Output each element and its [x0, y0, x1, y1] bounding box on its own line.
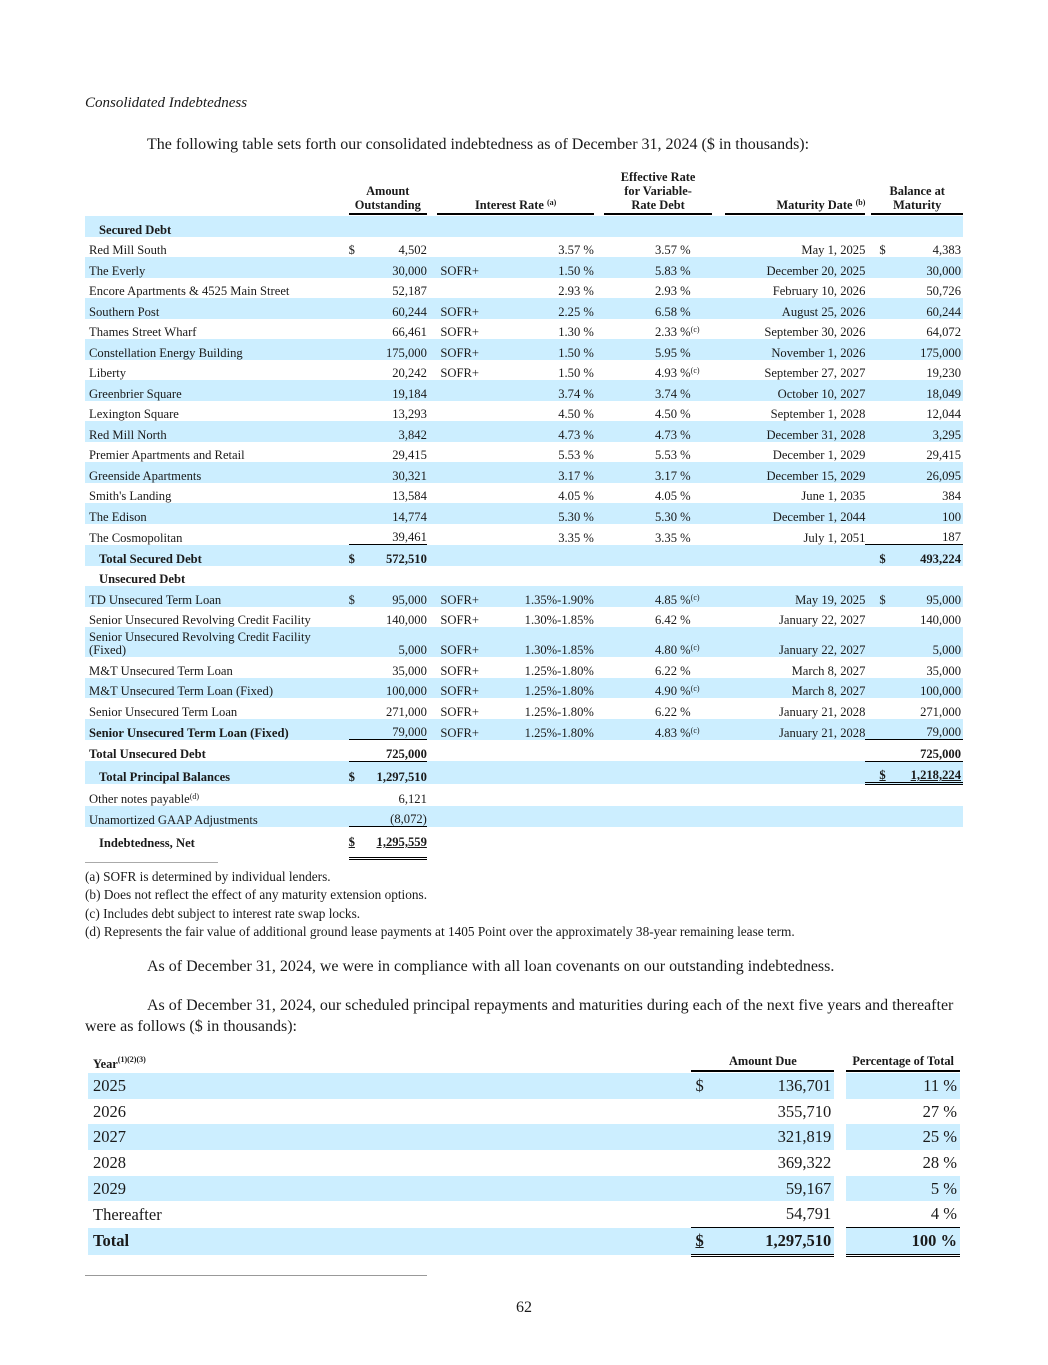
row-effective-rate: 3.17 %	[604, 462, 690, 483]
maturity-amount: 355,710	[777, 1101, 832, 1121]
row-amount: 4,502	[398, 243, 427, 257]
row-balance: 175,000	[902, 339, 963, 360]
row-maturity-date: October 10, 2027	[725, 380, 866, 401]
row-effective-rate: 4.05 %	[654, 489, 691, 503]
section-unsecured-debt: Unsecured Debt	[99, 572, 186, 586]
row-balance: 100	[902, 503, 963, 524]
row-maturity-date: January 21, 2028	[725, 719, 866, 740]
row-footnote-ref: (c)	[690, 366, 700, 375]
maturity-row	[88, 1201, 960, 1227]
maturity-dollar	[691, 1176, 725, 1202]
maturity-year: 2029	[88, 1176, 691, 1202]
row-name: Senior Unsecured Term Loan (Fixed)	[85, 719, 349, 740]
row-dollar	[349, 657, 368, 678]
footnote-c: (c) Includes debt subject to interest rate swap locks.	[85, 905, 361, 921]
maturity-dollar	[691, 1099, 725, 1125]
row-name: M&T Unsecured Term Loan	[89, 663, 233, 678]
table-row	[85, 524, 963, 545]
row-balance-dollar	[865, 678, 902, 699]
other-notes-row: Other notes payable$^{(d)}$ 6,121	[89, 791, 427, 806]
row-sofr: SOFR+	[440, 366, 479, 380]
row-footnote-ref: (c)	[690, 725, 700, 735]
schedule-paragraph: As of December 31, 2024, our scheduled principal repayments and maturities during each of the next five years and thereafter were as follows ($ in thousands):	[85, 997, 954, 1035]
table-row	[85, 442, 963, 463]
row-amount: 52,187	[392, 284, 427, 298]
row-balance: 30,000	[902, 257, 963, 278]
row-sofr: SOFR+	[437, 719, 493, 740]
table-row	[85, 360, 963, 381]
row-name: Red Mill South	[89, 243, 167, 257]
table-row	[85, 503, 963, 524]
row-amount: 60,244	[368, 298, 427, 319]
maturity-row	[88, 1073, 960, 1099]
row-effective-rate: 4.80 %	[604, 627, 690, 657]
row-balance: 12,044	[926, 407, 961, 421]
row-interest-rate: 2.93 %	[558, 284, 594, 298]
maturity-dollar: $	[691, 1073, 725, 1099]
row-sofr	[437, 442, 493, 463]
row-amount: 5,000	[368, 627, 427, 657]
row-effective-rate: 5.53 %	[654, 448, 691, 462]
row-amount: 175,000	[368, 339, 427, 360]
table-row	[85, 462, 963, 483]
row-name: Southern Post	[85, 298, 349, 319]
row-amount: 3,842	[368, 421, 427, 442]
row-name: Smith's Landing	[89, 489, 172, 503]
row-amount: 30,321	[368, 462, 427, 483]
table-row	[85, 657, 963, 678]
row-amount: 14,774	[368, 503, 427, 524]
row-effective-rate: 6.58 %	[604, 298, 690, 319]
total-secured-row: Total Secured Debt $ 572,510 $ 493,224	[85, 545, 963, 566]
row-dollar	[349, 442, 368, 463]
row-interest-rate: 2.25 %	[493, 298, 594, 319]
table-row	[85, 627, 963, 657]
footnote-b: (b) Does not reflect the effect of any maturity extension options.	[85, 887, 428, 903]
table-row	[85, 278, 963, 299]
header-amount-outstanding: Amount Outstanding	[349, 170, 427, 216]
row-maturity-date: March 8, 2027	[725, 678, 866, 699]
row-dollar	[349, 360, 368, 381]
row-interest-rate: 1.30%-1.85%	[493, 627, 594, 657]
row-sofr: SOFR+	[440, 613, 479, 627]
maturity-row	[88, 1099, 960, 1125]
row-interest-rate: 3.74 %	[493, 380, 594, 401]
row-effective-rate: 6.22 %	[654, 704, 691, 719]
table-row	[85, 401, 963, 422]
row-sofr: SOFR+	[440, 325, 479, 339]
row-maturity-date: December 1, 2029	[772, 448, 866, 462]
row-dollar	[349, 339, 368, 360]
row-dollar	[349, 719, 368, 740]
maturity-percentage: 28 %	[922, 1152, 957, 1172]
row-interest-rate: 4.73 %	[493, 421, 594, 442]
page-footer-rule	[85, 1275, 427, 1276]
row-effective-rate: 6.42 %	[654, 613, 691, 627]
header-percentage: Percentage of Total	[846, 1052, 960, 1073]
footnote-divider	[85, 862, 218, 863]
row-amount: 19,184	[368, 380, 427, 401]
table-row	[85, 607, 963, 628]
maturity-amount: 54,791	[785, 1204, 832, 1224]
maturity-percentage: 25 %	[846, 1124, 960, 1150]
row-interest-rate: 1.30 %	[558, 325, 594, 339]
row-interest-rate: 3.35 %	[558, 530, 594, 545]
row-name: Senior Unsecured Revolving Credit Facility (Fixed)	[85, 627, 349, 657]
row-balance-dollar	[865, 442, 902, 463]
row-maturity-date: January 22, 2027	[779, 613, 866, 627]
row-balance: 29,415	[926, 448, 961, 462]
row-interest-rate: 5.30 %	[493, 503, 594, 524]
row-sofr: SOFR+	[437, 298, 493, 319]
row-dollar: $	[348, 243, 355, 257]
row-maturity-date: May 1, 2025	[801, 243, 866, 257]
row-sofr	[437, 380, 493, 401]
row-effective-rate: 3.35 %	[654, 530, 691, 545]
row-maturity-date: February 10, 2026	[772, 284, 866, 298]
total-principal-row: Total Principal Balances $ 1,297,510 $ 1,218,224	[85, 761, 963, 784]
section-title: Consolidated Indebtedness	[85, 95, 248, 111]
row-maturity-date: September 1, 2028	[770, 407, 866, 421]
row-name: Premier Apartments and Retail	[89, 448, 245, 462]
row-sofr: SOFR+	[437, 678, 493, 699]
row-amount: 30,000	[368, 257, 427, 278]
maturity-amount: 59,167	[726, 1176, 835, 1202]
row-balance: 35,000	[926, 663, 961, 678]
row-maturity-date: March 8, 2027	[791, 663, 866, 678]
row-sofr	[437, 278, 493, 299]
page-number: 62	[516, 1299, 532, 1316]
row-balance-dollar	[865, 462, 902, 483]
indebtedness-net-row: Indebtedness, Net $ 1,295,559	[85, 827, 963, 859]
table-row	[85, 380, 963, 401]
row-maturity-date: July 1, 2051	[803, 530, 866, 545]
row-effective-rate: 5.95 %	[604, 339, 690, 360]
table-header-row	[85, 170, 963, 216]
row-balance-dollar	[865, 657, 902, 678]
table-row	[85, 483, 963, 504]
row-balance: 100,000	[902, 678, 963, 699]
row-effective-rate: 4.85 %	[604, 586, 690, 607]
total-unsecured-row: Total Unsecured Debt 725,000 725,000	[85, 740, 963, 762]
maturity-amount: 136,701	[726, 1073, 835, 1099]
row-maturity-date: December 20, 2025	[725, 257, 866, 278]
row-interest-rate: 1.50 %	[493, 339, 594, 360]
row-amount: 20,242	[392, 366, 427, 380]
header-amount-due: Amount Due	[691, 1052, 834, 1073]
row-balance: 5,000	[902, 627, 963, 657]
row-effective-rate: 4.90 %	[604, 678, 690, 699]
row-balance: 18,049	[902, 380, 963, 401]
maturity-row	[88, 1176, 960, 1202]
maturity-dollar	[691, 1150, 725, 1176]
row-amount: 140,000	[385, 613, 427, 627]
row-interest-rate: 4.05 %	[558, 489, 594, 503]
row-balance: 26,095	[902, 462, 963, 483]
row-dollar	[349, 678, 368, 699]
row-footnote-ref: (c)	[690, 592, 700, 602]
row-amount: 13,293	[392, 407, 427, 421]
row-balance-dollar	[865, 257, 902, 278]
compliance-paragraph: As of December 31, 2024, we were in compliance with all loan covenants on our outstanding indebtedness.	[147, 958, 835, 975]
row-name: Liberty	[89, 366, 127, 380]
row-effective-rate: 3.57 %	[654, 243, 691, 257]
row-interest-rate: 1.25%-1.80%	[493, 719, 594, 740]
row-interest-rate: 1.25%-1.80%	[524, 663, 594, 678]
maturity-percentage: 11 %	[846, 1073, 960, 1099]
row-balance-dollar	[865, 483, 902, 504]
row-balance-dollar	[865, 627, 902, 657]
row-balance: 60,244	[902, 298, 963, 319]
footnote-a: (a) SOFR is determined by individual lenders.	[85, 869, 331, 884]
row-balance-dollar	[865, 339, 902, 360]
footnote-d: (d) Represents the fair value of additional ground lease payments at 1405 Point over the approximately 38-year remaining lease term.	[85, 923, 795, 939]
row-name: Senior Unsecured Term Loan	[89, 704, 238, 719]
table-row	[85, 237, 963, 258]
table-row	[85, 257, 963, 278]
row-amount: 95,000	[368, 586, 427, 607]
maturity-dollar	[691, 1201, 725, 1227]
row-dollar	[349, 524, 368, 545]
row-name: Red Mill North	[85, 421, 349, 442]
row-amount: 39,461	[392, 530, 427, 544]
row-footnote-ref: (c)	[690, 643, 700, 652]
row-interest-rate: 1.25%-1.80%	[493, 678, 594, 699]
row-sofr	[437, 462, 493, 483]
row-effective-rate: 2.33 %	[654, 325, 691, 339]
row-interest-rate: 1.50 %	[493, 257, 594, 278]
table-row	[85, 586, 963, 607]
row-name: Greenbrier Square	[85, 380, 349, 401]
row-sofr: SOFR+	[437, 627, 493, 657]
section-secured-debt: Secured Debt	[85, 216, 963, 237]
row-maturity-date: September 30, 2026	[764, 325, 866, 339]
row-name: Senior Unsecured Revolving Credit Facility	[89, 613, 311, 627]
maturity-row	[88, 1124, 960, 1150]
row-balance-dollar	[865, 607, 902, 628]
row-balance: 4,383	[932, 243, 961, 257]
row-sofr	[437, 421, 493, 442]
row-balance-dollar	[865, 421, 902, 442]
maturity-header-row	[88, 1052, 960, 1073]
maturity-year: 2028	[93, 1152, 126, 1172]
row-footnote-ref: (c)	[690, 684, 700, 693]
row-sofr: SOFR+	[437, 339, 493, 360]
row-name: Thames Street Wharf	[89, 325, 197, 339]
row-dollar	[349, 380, 368, 401]
row-maturity-date: November 1, 2026	[725, 339, 866, 360]
table-row	[85, 719, 963, 740]
row-sofr: SOFR+	[437, 586, 493, 607]
row-dollar	[349, 483, 368, 504]
row-name: TD Unsecured Term Loan	[85, 586, 349, 607]
row-maturity-date: May 19, 2025	[725, 586, 866, 607]
row-balance-dollar	[865, 360, 902, 381]
row-dollar	[349, 319, 368, 340]
maturity-amount: 369,322	[777, 1152, 832, 1172]
intro-text: The following table sets forth our consolidated indebtedness as of December 31, 2024 ($ in thousands):	[147, 136, 810, 153]
row-footnote-ref: (c)	[690, 325, 700, 334]
row-amount: 66,461	[392, 325, 427, 339]
row-dollar	[349, 462, 368, 483]
row-balance: 64,072	[926, 325, 961, 339]
row-amount: 271,000	[385, 704, 427, 719]
row-effective-rate: 4.73 %	[604, 421, 690, 442]
row-balance: 271,000	[920, 704, 961, 719]
row-maturity-date: January 21, 2028	[779, 704, 866, 719]
row-interest-rate: 5.53 %	[558, 448, 594, 462]
row-name: Lexington Square	[89, 407, 179, 421]
row-sofr: SOFR+	[437, 257, 493, 278]
maturity-percentage: 27 %	[922, 1101, 957, 1121]
row-sofr	[437, 524, 493, 545]
row-effective-rate: 3.74 %	[604, 380, 690, 401]
row-amount: 13,584	[392, 489, 427, 503]
header-interest-rate: Interest Rate $^{(a)}$	[437, 170, 594, 216]
row-sofr	[437, 503, 493, 524]
row-interest-rate: 4.50 %	[558, 407, 594, 421]
maturity-dollar	[691, 1124, 725, 1150]
row-balance: 50,726	[926, 284, 961, 298]
row-sofr	[437, 237, 493, 258]
row-name: The Cosmopolitan	[89, 530, 183, 545]
row-amount: 35,000	[392, 663, 427, 678]
row-sofr: SOFR+	[440, 704, 479, 719]
row-sofr	[437, 401, 493, 422]
row-name: M&T Unsecured Term Loan (Fixed)	[85, 678, 349, 699]
maturity-year: 2026	[93, 1101, 126, 1121]
row-dollar	[349, 298, 368, 319]
row-dollar: $	[349, 586, 368, 607]
row-interest-rate: 1.50 %	[558, 366, 594, 380]
row-balance-dollar	[865, 298, 902, 319]
row-effective-rate: 2.93 %	[654, 284, 691, 298]
row-maturity-date: January 22, 2027	[725, 627, 866, 657]
row-balance-dollar	[865, 401, 902, 422]
row-balance-dollar	[865, 278, 902, 299]
row-dollar	[349, 698, 368, 719]
row-balance: 140,000	[920, 613, 961, 627]
header-effective-rate: Effective Rate for Variable- Rate Debt	[604, 170, 711, 216]
row-maturity-date: August 25, 2026	[725, 298, 866, 319]
row-dollar	[349, 401, 368, 422]
row-sofr	[437, 483, 493, 504]
row-balance: 19,230	[926, 366, 961, 380]
row-name: The Everly	[85, 257, 349, 278]
row-balance: 95,000	[902, 586, 963, 607]
row-balance-dollar	[865, 719, 902, 740]
row-balance-dollar	[865, 319, 902, 340]
table-row	[85, 298, 963, 319]
row-maturity-date: December 15, 2029	[725, 462, 866, 483]
row-amount: 79,000	[368, 719, 427, 740]
table-row	[85, 421, 963, 442]
row-amount: 100,000	[368, 678, 427, 699]
row-balance-dollar	[865, 380, 902, 401]
maturity-year: Thereafter	[93, 1204, 162, 1224]
row-balance-dollar: $	[865, 586, 902, 607]
row-name: Encore Apartments & 4525 Main Street	[89, 284, 290, 298]
maturity-row	[88, 1150, 960, 1176]
row-effective-rate: 6.22 %	[654, 663, 691, 678]
row-effective-rate: 4.83 %	[604, 719, 690, 740]
row-effective-rate: 5.30 %	[604, 503, 690, 524]
maturity-schedule-table	[88, 1052, 960, 1257]
row-maturity-date: December 31, 2028	[725, 421, 866, 442]
row-maturity-date: June 1, 2035	[801, 489, 866, 503]
maturity-total-row: Total $ 1,297,510 100 %	[88, 1228, 960, 1256]
footnotes	[85, 868, 795, 941]
row-dollar	[349, 503, 368, 524]
header-year: Year$^{(1)(2)(3)}$	[93, 1055, 146, 1071]
row-balance-dollar: $	[879, 243, 886, 257]
row-dollar	[349, 627, 368, 657]
gaap-adjustments-row: Unamortized GAAP Adjustments (8,072)	[85, 806, 963, 827]
table-row	[85, 698, 963, 719]
row-name: The Edison	[85, 503, 349, 524]
maturity-amount: 321,819	[726, 1124, 835, 1150]
row-dollar	[349, 607, 368, 628]
indebtedness-table	[85, 170, 963, 860]
row-balance: 384	[942, 489, 961, 503]
maturity-year: 2027	[88, 1124, 691, 1150]
row-maturity-date: September 27, 2027	[764, 366, 866, 380]
table-row	[85, 678, 963, 699]
row-effective-rate: 5.83 %	[604, 257, 690, 278]
row-amount: 29,415	[392, 448, 427, 462]
row-dollar	[349, 421, 368, 442]
row-balance: 3,295	[902, 421, 963, 442]
row-dollar	[349, 278, 368, 299]
header-balance-at-maturity: Balance at Maturity	[865, 170, 963, 216]
row-name: Constellation Energy Building	[85, 339, 349, 360]
row-interest-rate: 1.30%-1.85%	[524, 613, 594, 627]
header-maturity-date: Maturity Date $^{(b)}$	[725, 170, 866, 216]
row-balance: 187	[942, 530, 961, 544]
row-interest-rate: 1.35%-1.90%	[493, 586, 594, 607]
row-balance-dollar	[865, 698, 902, 719]
row-sofr: SOFR+	[440, 663, 479, 678]
row-interest-rate: 1.25%-1.80%	[524, 704, 594, 719]
row-interest-rate: 3.17 %	[493, 462, 594, 483]
row-interest-rate: 3.57 %	[558, 243, 594, 257]
row-balance: 79,000	[902, 719, 963, 740]
row-balance-dollar	[865, 503, 902, 524]
maturity-percentage: 5 %	[846, 1176, 960, 1202]
row-effective-rate: 4.93 %	[654, 366, 691, 380]
row-balance-dollar	[865, 524, 902, 545]
row-effective-rate: 4.50 %	[654, 407, 691, 421]
row-name: Greenside Apartments	[85, 462, 349, 483]
maturity-year: 2025	[88, 1073, 691, 1099]
maturity-percentage: 4 %	[930, 1204, 957, 1224]
row-dollar	[349, 257, 368, 278]
table-row	[85, 339, 963, 360]
table-row	[85, 319, 963, 340]
row-maturity-date: December 1, 2044	[725, 503, 866, 524]
